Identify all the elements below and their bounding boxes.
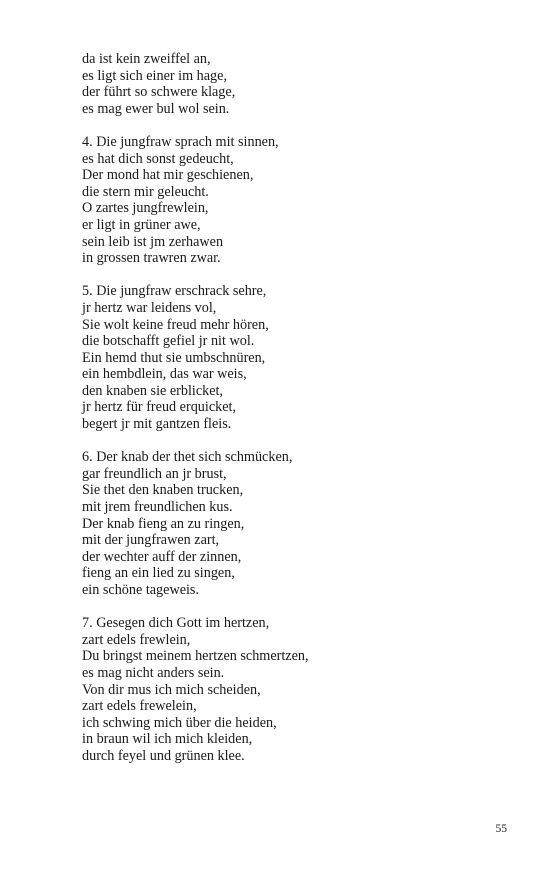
- verse-line: ich schwing mich über die heiden,: [82, 714, 277, 731]
- page-number: 55: [495, 823, 507, 835]
- verse-line: es hat dich sonst gedeucht,: [82, 150, 234, 167]
- verse-line: O zartes jungfrewlein,: [82, 200, 209, 217]
- verse-line: durch feyel und grünen klee.: [82, 747, 245, 764]
- verse-line: ein hembdlein, das war weis,: [82, 366, 247, 383]
- verse-line: Du bringst meinem hertzen schmertzen,: [82, 648, 309, 665]
- verse-line: es mag ewer bul wol sein.: [82, 100, 230, 117]
- verse-line: es mag nicht anders sein.: [82, 664, 225, 681]
- verse-line: jr hertz für freud erquicket,: [82, 399, 237, 416]
- verse-line: in braun wil ich mich kleiden,: [82, 731, 253, 748]
- verse-line: jr hertz war leidens vol,: [82, 299, 217, 316]
- verse-line: die stern mir geleucht.: [82, 183, 209, 200]
- verse-line: die botschafft gefiel jr nit wol.: [82, 333, 255, 350]
- verse-line: es ligt sich einer im hage,: [82, 67, 227, 84]
- verse-line: begert jr mit gantzen fleis.: [82, 416, 232, 433]
- verse-line: Sie wolt keine freud mehr hören,: [82, 316, 269, 333]
- verse-line: 7. Gesegen dich Gott im hertzen,: [82, 615, 270, 632]
- verse-line: der führt so schwere klage,: [82, 84, 236, 101]
- poem-text: [82, 51, 502, 781]
- stanza-5: [82, 283, 502, 432]
- verse-line: er ligt in grüner awe,: [82, 216, 201, 233]
- verse-line: 4. Die jungfraw sprach mit sinnen,: [82, 133, 279, 150]
- verse-line: sein leib ist jm zerhawen: [82, 233, 224, 250]
- verse-line: mit der jungfrawen zart,: [82, 532, 220, 549]
- verse-line: 6. Der knab der thet sich schmücken,: [82, 449, 293, 466]
- verse-line: fieng an ein lied zu singen,: [82, 565, 235, 582]
- verse-line: der wechter auff der zinnen,: [82, 548, 242, 565]
- verse-line: mit jrem freundlichen kus.: [82, 499, 233, 516]
- verse-line: zart edels frewlein,: [82, 631, 191, 648]
- verse-line: Der mond hat mir geschienen,: [82, 167, 254, 184]
- stanza-4: [82, 134, 502, 267]
- stanza-continuation: [82, 51, 502, 117]
- verse-line: den knaben sie erblicket,: [82, 382, 224, 399]
- verse-line: gar freundlich an jr brust,: [82, 465, 227, 482]
- verse-line: Von dir mus ich mich scheiden,: [82, 681, 261, 698]
- verse-line: ein schöne tageweis.: [82, 582, 200, 598]
- verse-line: da ist kein zweiffel an,: [82, 51, 211, 67]
- verse-line: in grossen trawren zwar.: [82, 250, 221, 267]
- verse-line: Ein hemd thut sie umbschnüren,: [82, 349, 266, 366]
- stanza-7: [82, 615, 502, 764]
- verse-line: 5. Die jungfraw erschrack sehre,: [82, 283, 267, 300]
- stanza-6: [82, 449, 502, 598]
- verse-line: zart edels frewelein,: [82, 698, 197, 715]
- verse-line: Sie thet den knaben trucken,: [82, 482, 244, 499]
- verse-line: Der knab fieng an zu ringen,: [82, 515, 245, 532]
